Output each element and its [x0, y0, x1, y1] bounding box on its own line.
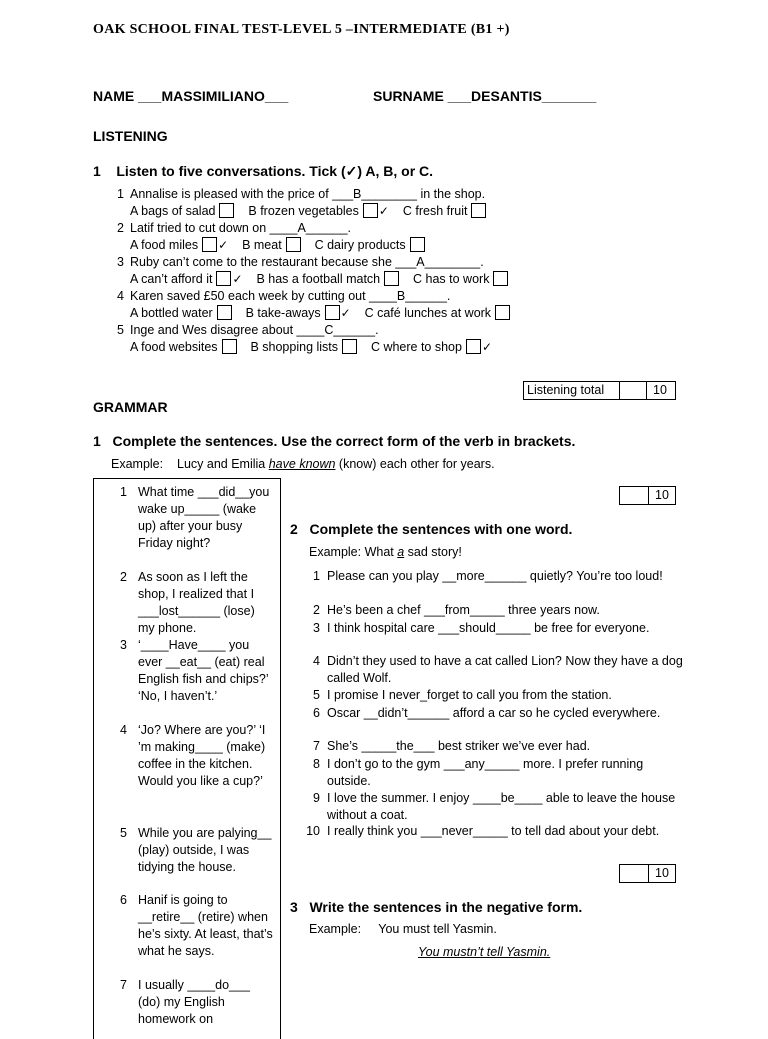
listening-total-score[interactable] — [620, 382, 647, 399]
ex2-item — [313, 738, 687, 755]
check-mark-icon: ✓ — [218, 238, 229, 252]
ex1-item — [120, 825, 273, 876]
test-title: OAK SCHOOL FINAL TEST-LEVEL 5 –INTERMEDIATE (B1 +) — [93, 22, 510, 37]
item-text[interactable]: As soon as I left the shop, I realized that I ___lost______ (lose) my phone. — [138, 570, 255, 635]
listening-total-box — [523, 381, 676, 400]
option-label: A food miles — [130, 238, 199, 252]
exercise-number: 3 — [290, 899, 298, 915]
listening-question — [117, 288, 451, 305]
item-number: 9 — [313, 791, 320, 805]
ex2-score-max: 10 — [655, 866, 669, 880]
item-text[interactable]: ‘____Have____ you ever __eat__ (eat) real English fish and chips?’ ‘No, I haven’t.’ — [138, 638, 269, 703]
example-answer: have known — [268, 457, 336, 471]
item-text[interactable]: I usually ____do___ (do) my English homework on — [138, 978, 250, 1026]
item-number: 8 — [313, 757, 320, 771]
example-answer: a — [397, 545, 405, 559]
option-label: B take-aways — [245, 306, 321, 320]
item-number: 1 — [313, 569, 320, 583]
ex1-item — [120, 484, 273, 552]
question-number: 2 — [117, 221, 124, 235]
listening-question — [117, 186, 486, 203]
question-number: 1 — [117, 187, 124, 201]
ex1-score[interactable] — [620, 487, 649, 504]
option-checkbox[interactable] — [342, 339, 357, 354]
option-checkbox[interactable] — [471, 203, 486, 218]
listening-question — [117, 254, 484, 271]
instruction-text: Write the sentences in the negative form. — [309, 899, 583, 915]
option-label: A can’t afford it — [130, 272, 213, 286]
ex2-item — [313, 705, 687, 722]
ex1-item — [120, 892, 273, 960]
check-mark-icon: ✓ — [481, 340, 493, 354]
item-text[interactable]: I really think you ___never_____ to tell dad about your debt. — [327, 824, 660, 838]
example-text-start: Lucy and Emilia — [177, 457, 269, 471]
option-label: C fresh fruit — [402, 204, 468, 218]
item-text[interactable]: Please can you play __more______ quietly? You’re too loud! — [327, 569, 663, 583]
exercise-number: 2 — [290, 521, 298, 537]
item-text[interactable]: Oscar __didn’t______ afford a car so he cycled everywhere. — [327, 706, 661, 720]
listening-instruction — [93, 163, 433, 180]
item-number: 3 — [120, 638, 127, 652]
option-checkbox[interactable] — [216, 271, 231, 286]
ex2-item — [313, 602, 687, 619]
item-number: 4 — [313, 654, 320, 668]
exercise-number: 1 — [93, 163, 101, 179]
option-checkbox[interactable] — [286, 237, 301, 252]
listening-question — [117, 322, 379, 339]
ex1-item — [120, 637, 273, 705]
option-row — [130, 271, 508, 288]
option-label: C has to work — [413, 272, 490, 286]
grammar-ex1-instruction — [93, 433, 575, 449]
question-text: Annalise is pleased with the price of ___B________ in the shop. — [130, 187, 486, 201]
example-answer: You mustn’t tell Yasmin. — [418, 945, 551, 959]
item-text[interactable]: While you are palying__ (play) outside, I was tidying the house. — [138, 826, 272, 874]
grammar-ex2-example — [309, 545, 462, 559]
listening-total-label: Listening total — [524, 382, 620, 399]
option-checkbox[interactable] — [466, 339, 481, 354]
ex2-item — [313, 756, 687, 790]
instruction-text-start: Listen to five conversations. Tick ( — [116, 163, 346, 179]
grammar-ex3-example — [309, 922, 497, 936]
grammar-ex1-example — [111, 457, 495, 471]
instruction-text: Complete the sentences with one word. — [309, 521, 573, 537]
grammar-ex3-instruction — [290, 899, 582, 915]
grammar-heading: GRAMMAR — [93, 399, 168, 415]
listening-question — [117, 220, 351, 237]
item-text[interactable]: She’s _____the___ best striker we’ve ever had. — [327, 739, 591, 753]
item-number: 6 — [313, 706, 320, 720]
option-checkbox[interactable] — [202, 237, 217, 252]
item-number: 10 — [306, 824, 320, 838]
check-mark-icon: ✓ — [378, 204, 389, 218]
ex1-score-max: 10 — [655, 488, 669, 502]
check-mark-icon: ✓ — [232, 272, 243, 286]
option-label: B shopping lists — [250, 340, 339, 354]
ex1-item — [120, 569, 273, 637]
item-number: 2 — [120, 570, 127, 584]
option-checkbox[interactable] — [493, 271, 508, 286]
ex2-score-box — [619, 864, 676, 883]
option-row — [130, 339, 492, 356]
item-number: 3 — [313, 621, 320, 635]
option-label: C café lunches at work — [364, 306, 492, 320]
option-checkbox[interactable] — [410, 237, 425, 252]
option-checkbox[interactable] — [222, 339, 237, 354]
item-text[interactable]: I think hospital care ___should_____ be free for everyone. — [327, 621, 650, 635]
name-field: NAME ___MASSIMILIANO___ — [93, 88, 289, 104]
option-row — [130, 203, 486, 220]
option-label: C dairy products — [314, 238, 406, 252]
example-label: Example: — [111, 457, 164, 471]
item-number: 7 — [313, 739, 320, 753]
option-checkbox[interactable] — [384, 271, 399, 286]
example-text-start: Example: What — [309, 545, 398, 559]
question-text: Latif tried to cut down on ____A______. — [130, 221, 351, 235]
item-number: 6 — [120, 893, 127, 907]
question-number: 5 — [117, 323, 124, 337]
instruction-text: Complete the sentences. Use the correct form of the verb in brackets. — [112, 433, 576, 449]
grammar-ex2-instruction — [290, 521, 572, 537]
surname-field: SURNAME ___DESANTIS_______ — [373, 88, 597, 104]
check-mark-icon: ✓ — [340, 306, 351, 320]
ex2-item — [306, 823, 687, 840]
ex2-item — [313, 653, 687, 687]
example-text-end: sad story! — [404, 545, 462, 559]
ex2-item — [313, 687, 687, 704]
listening-heading: LISTENING — [93, 128, 168, 144]
option-row — [130, 305, 510, 322]
item-text[interactable]: Hanif is going to __retire__ (retire) when he’s sixty. At least, that’s what he says. — [138, 893, 273, 958]
item-number: 7 — [120, 978, 127, 992]
example-label: Example: — [309, 922, 362, 936]
grammar-ex3-example-answer — [418, 945, 550, 959]
tick-icon: ✓ — [345, 163, 358, 179]
listening-total-max: 10 — [653, 383, 667, 397]
ex2-item — [313, 620, 687, 637]
item-number: 2 — [313, 603, 320, 617]
option-label: A bottled water — [130, 306, 213, 320]
option-checkbox[interactable] — [219, 203, 234, 218]
question-text: Ruby can’t come to the restaurant because she ___A________. — [130, 255, 484, 269]
option-label: B meat — [242, 238, 282, 252]
item-text[interactable]: What time ___did__you wake up_____ (wake up) after your busy Friday night? — [138, 485, 270, 550]
item-text[interactable]: I love the summer. I enjoy ____be____ able to leave the house without a coat. — [327, 791, 676, 822]
example-text-end: (know) each other for years. — [335, 457, 495, 471]
ex2-score[interactable] — [620, 865, 649, 882]
item-text[interactable]: Didn’t they used to have a cat called Lion? Now they have a dog called Wolf. — [327, 654, 683, 685]
option-checkbox[interactable] — [217, 305, 232, 320]
item-text[interactable]: I promise I never_forget to call you from the station. — [327, 688, 612, 702]
item-text[interactable]: He’s been a chef ___from_____ three years now. — [327, 603, 600, 617]
question-text: Karen saved £50 each week by cutting out ____B______. — [130, 289, 451, 303]
option-checkbox[interactable] — [495, 305, 510, 320]
option-checkbox[interactable] — [325, 305, 340, 320]
ex2-item — [313, 568, 687, 585]
exercise-number: 1 — [93, 433, 101, 449]
option-label: A food websites — [130, 340, 218, 354]
ex1-item — [120, 722, 273, 790]
option-label: B has a football match — [256, 272, 381, 286]
item-number: 4 — [120, 723, 127, 737]
ex1-item — [120, 977, 273, 1028]
item-text[interactable]: ‘Jo? Where are you?’ ‘I ’m making____ (make) coffee in the kitchen. Would you like a cup?’ — [138, 723, 266, 788]
item-number: 5 — [313, 688, 320, 702]
option-checkbox[interactable] — [363, 203, 378, 218]
ex2-item — [313, 790, 687, 824]
item-number: 1 — [120, 485, 127, 499]
option-row — [130, 237, 425, 254]
question-number: 3 — [117, 255, 124, 269]
option-label: A bags of salad — [130, 204, 216, 218]
option-label: B frozen vegetables — [248, 204, 359, 218]
item-text[interactable]: I don’t go to the gym ___any_____ more. I prefer running outside. — [327, 757, 644, 788]
question-number: 4 — [117, 289, 124, 303]
ex1-score-box — [619, 486, 676, 505]
question-text: Inge and Wes disagree about ____C______. — [130, 323, 379, 337]
option-label: C where to shop — [370, 340, 462, 354]
example-text: You must tell Yasmin. — [378, 922, 497, 936]
instruction-text-end: ) A, B, or C. — [357, 163, 434, 179]
item-number: 5 — [120, 826, 127, 840]
